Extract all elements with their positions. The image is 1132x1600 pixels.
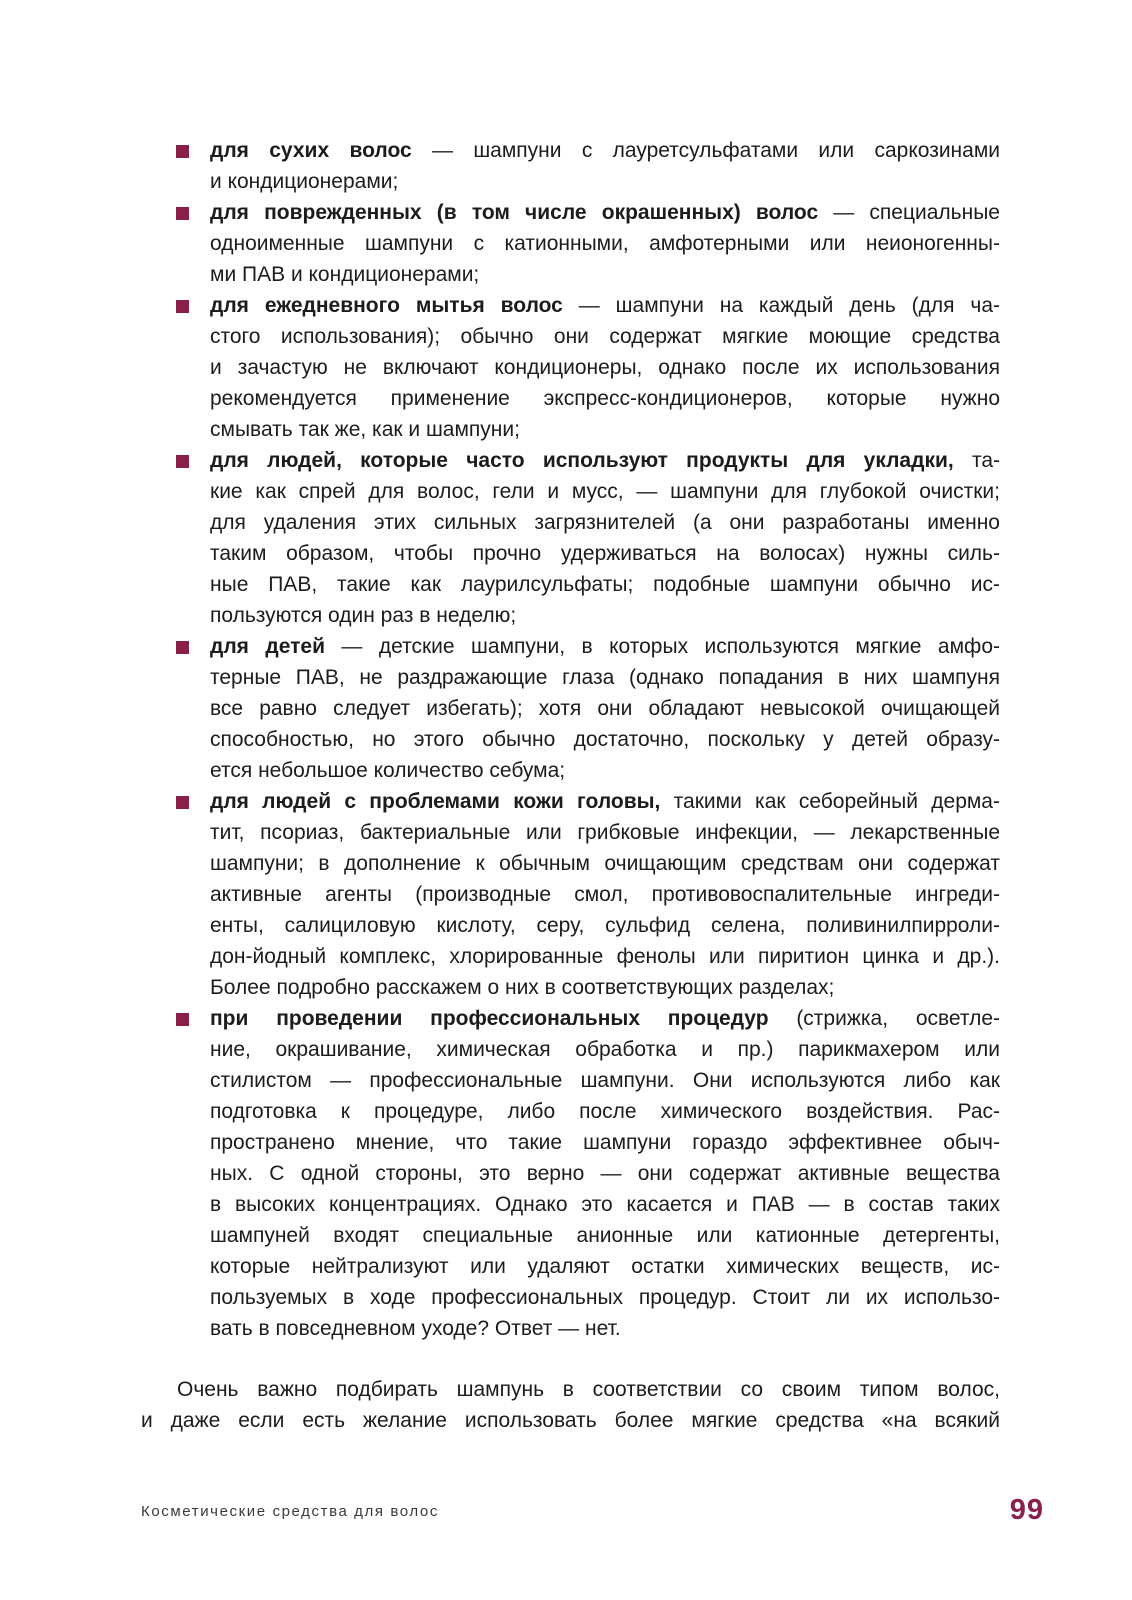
text-line: [210, 290, 1000, 321]
text-line: вать в повседневном уходе? Ответ — нет.: [210, 1317, 621, 1340]
list-item-lead: для сухих волос: [210, 139, 412, 162]
text-line: ных. С одной стороны, это верно — они содержат активные вещества: [210, 1162, 1000, 1185]
list-item: [176, 631, 1000, 786]
text-line: и зачастую не включают кондиционеры, однако после их использования: [210, 356, 1000, 379]
square-bullet-icon: [176, 1013, 189, 1026]
text-line: и даже если есть желание использовать более мягкие средства «на всякий: [141, 1409, 1000, 1432]
text-line: ми ПАВ и кондиционерами;: [210, 263, 480, 286]
text-line: ется небольшое количество себума;: [210, 759, 566, 782]
text-line: [210, 135, 1000, 166]
list-item-text: такими как себорейный дерма-: [660, 790, 1000, 813]
text-line: стого использования); обычно они содержат мягкие моющие средства: [210, 325, 1000, 348]
text-line: смывать так же, как и шампуни;: [210, 418, 520, 441]
text-line: терные ПАВ, не раздражающие глаза (однако попадания в них шампуня: [210, 666, 1000, 689]
text-line: пользуются один раз в неделю;: [210, 604, 517, 627]
text-line: для удаления этих сильных загрязнителей (а они разработаны именно: [210, 511, 1000, 534]
list-item-text: — шампуни с лауретсульфатами или саркозинами: [411, 139, 1000, 162]
list-item-text: — специальные: [818, 201, 1000, 224]
list-item: [176, 197, 1000, 290]
text-line: активные агенты (производные смол, противовоспалительные ингреди-: [210, 883, 1000, 906]
text-line: пользуемых в ходе профессиональных процедур. Стоит ли их использо-: [210, 1286, 1000, 1309]
text-line: [210, 197, 1000, 228]
square-bullet-icon: [176, 796, 189, 809]
text-line: ние, окрашивание, химическая обработка и пр.) парикмахером или: [210, 1038, 1000, 1061]
text-line: все равно следует избегать); хотя они обладают невысокой очищающей: [210, 697, 1000, 720]
square-bullet-icon: [176, 455, 189, 468]
text-line: в высоких концентрациях. Однако это касается и ПАВ — в состав таких: [210, 1193, 1000, 1216]
square-bullet-icon: [176, 207, 189, 220]
text-line: шампуней входят специальные анионные или катионные детергенты,: [210, 1224, 1000, 1247]
text-line: пространено мнение, что такие шампуни гораздо эффективнее обыч-: [210, 1131, 1000, 1154]
text-line: [210, 631, 1000, 662]
text-line: [210, 786, 1000, 817]
text-line: таким образом, чтобы прочно удерживаться на волосах) нужны силь-: [210, 542, 1000, 565]
list-item-lead: для людей с проблемами кожи головы,: [210, 790, 661, 813]
text-line: способностью, но этого обычно достаточно, поскольку у детей образу-: [210, 728, 1000, 751]
text-line: рекомендуется применение экспресс-кондиционеров, которые нужно: [210, 387, 1000, 410]
list-item-lead: для ежедневного мытья волос: [210, 294, 563, 317]
text-line: одноименные шампуни с катионными, амфотерными или неионогенны-: [210, 232, 1000, 255]
text-line: шампуни; в дополнение к обычным очищающим средствам они содержат: [210, 852, 1000, 875]
text-line: подготовка к процедуре, либо после химического воздействия. Рас-: [210, 1100, 1000, 1123]
page-number: 99: [1009, 1494, 1044, 1526]
list-item: [176, 135, 1000, 197]
square-bullet-icon: [176, 145, 189, 158]
list-item-text: — детские шампуни, в которых используются мягкие амфо-: [324, 635, 1000, 658]
text-line: которые нейтрализуют или удаляют остатки химических веществ, ис-: [210, 1255, 1000, 1278]
shampoo-types-list: [176, 135, 1000, 1344]
text-line: Очень важно подбирать шампунь в соответствии со своим типом волос,: [177, 1378, 1000, 1401]
text-line: енты, салициловую кислоту, серу, сульфид селена, поливинилпирроли-: [210, 914, 1000, 937]
list-item-lead: при проведении профессиональных процедур: [210, 1007, 769, 1030]
text-line: Более подробно расскажем о них в соответствующих разделах;: [210, 976, 835, 999]
square-bullet-icon: [176, 641, 189, 654]
list-item: [176, 1003, 1000, 1344]
list-item-text: (стрижка, осветле-: [768, 1007, 1000, 1030]
list-item: [176, 445, 1000, 631]
list-item: [176, 786, 1000, 1003]
list-item-lead: для детей: [210, 635, 325, 658]
text-line: ные ПАВ, такие как лаурилсульфаты; подобные шампуни обычно ис-: [210, 573, 1000, 596]
square-bullet-icon: [176, 300, 189, 313]
text-line: [210, 1003, 1000, 1034]
running-footer-title: Косметические средства для волос: [141, 1503, 439, 1520]
list-item-text: — шампуни на каждый день (для ча-: [562, 294, 1000, 317]
text-line: тит, псориаз, бактериальные или грибковые инфекции, — лекарственные: [210, 821, 1000, 844]
text-line: [210, 445, 1000, 476]
list-item: [176, 290, 1000, 445]
text-line: дон-йодный комплекс, хлорированные фенолы или пиритион цинка и др.).: [210, 945, 1000, 968]
list-item-lead: для людей, которые часто используют продукты для укладки,: [210, 449, 954, 472]
text-line: и кондиционерами;: [210, 170, 399, 193]
list-item-text: та-: [953, 449, 1000, 472]
body-paragraph: [141, 1374, 1000, 1436]
list-item-lead: для поврежденных (в том числе окрашенных) волос: [210, 201, 819, 224]
text-line: кие как спрей для волос, гели и мусс, — шампуни для глубокой очистки;: [210, 480, 1000, 503]
text-line: стилистом — профессиональные шампуни. Они используются либо как: [210, 1069, 1000, 1092]
